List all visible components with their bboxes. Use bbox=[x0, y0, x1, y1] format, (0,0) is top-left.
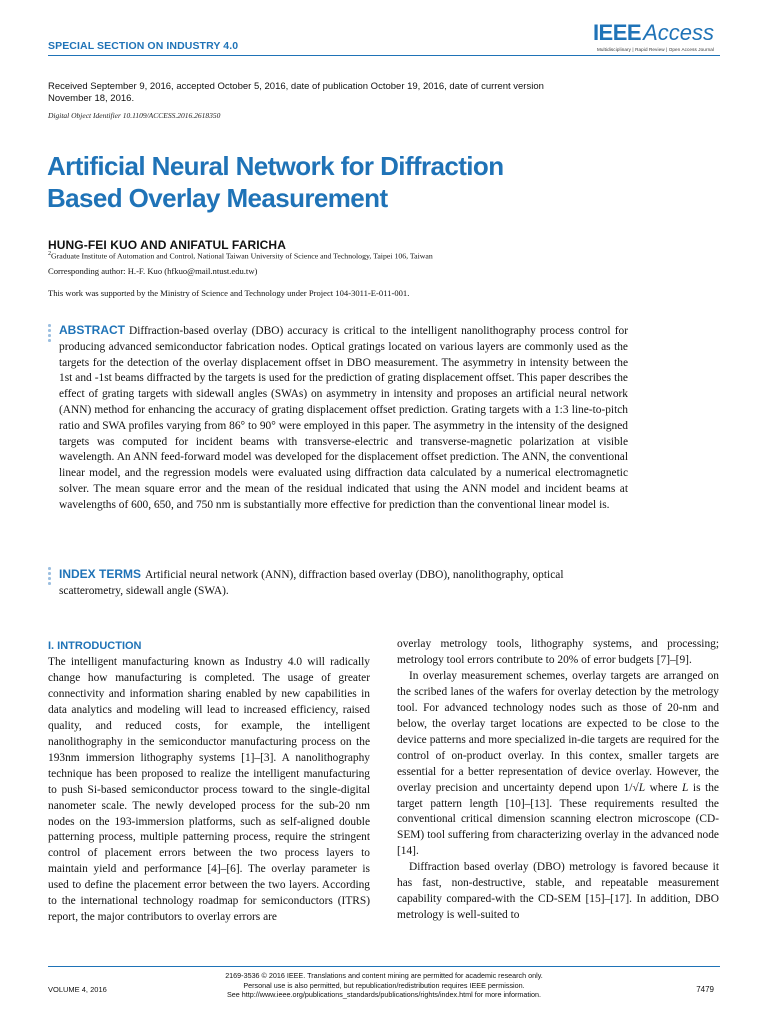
title-line-2: Based Overlay Measurement bbox=[47, 183, 388, 213]
variable-L-2: L bbox=[682, 781, 689, 794]
logo-ieee-text: IEEE bbox=[592, 20, 642, 45]
paper-title bbox=[47, 150, 607, 214]
logo-tagline: Multidisciplinary | Rapid Review | Open Access Journal bbox=[596, 47, 714, 52]
abstract bbox=[59, 323, 628, 514]
footer-volume: VOLUME 4, 2016 bbox=[48, 985, 107, 994]
affiliation bbox=[48, 251, 433, 261]
logo-access-text: Access bbox=[643, 20, 714, 45]
body-column-left bbox=[48, 637, 370, 926]
intro-paragraph-2-part-a: In overlay measurement schemes, overlay targets are arranged on the scribed lanes of the wafers for overlay detection by the metrology tool. For advanced technology nodes such as those of 20-nm and below, the overlay target locations are expected to be close to the device patterns and more specialized in-die targets are required for the control of on-product overlay. In this contex, smaller targets are essential for a better representation of device overlay. However, the overlay precision and uncertainty depend upon 1/√ bbox=[397, 669, 719, 794]
author-names: HUNG-FEI KUO AND ANIFATUL FARICHA bbox=[48, 238, 286, 252]
page-number: 7479 bbox=[696, 985, 714, 994]
ieee-access-logo bbox=[593, 22, 714, 52]
abstract-dots-icon bbox=[48, 324, 51, 344]
footer-divider bbox=[48, 966, 720, 967]
footer-copyright bbox=[150, 971, 618, 1000]
index-terms-heading: INDEX TERMS bbox=[59, 567, 142, 581]
index-terms-text: Artificial neural network (ANN), diffraction based overlay (DBO), nanolithography, optical scatterometry, sidewall angle (SWA). bbox=[59, 569, 564, 597]
intro-paragraph-2 bbox=[397, 669, 719, 860]
intro-paragraph-1-continued: overlay metrology tools, lithography systems, and processing; metrology tool errors contribute to 20% of error budgets [7]–[9]. bbox=[397, 638, 719, 666]
footer-line-1: 2169-3536 © 2016 IEEE. Translations and content mining are permitted for academic research only. bbox=[225, 971, 543, 980]
intro-paragraph-2-part-b: where bbox=[645, 781, 683, 794]
index-terms-dots-icon bbox=[48, 567, 51, 587]
intro-paragraph-3: Diffraction based overlay (DBO) metrology is favored because it has fast, non-destructive, stable, and repeatable measurement capability compared-with the CD-SEM [15]–[17]. In addition, DBO metrology is well-suited to bbox=[397, 861, 719, 922]
intro-paragraph-1: The intelligent manufacturing known as Industry 4.0 will radically change how manufacturing is completed. The usage of greater connectivity and information sharing enabled by new capabilities in data analytics and modeling will lead to increased efficiency, raised quality, and reduced costs, for example, the intelligent nanolithography in the semiconductor manufacturing process on the 193nm immersion lithography systems [1]–[3]. A nanolithography technique has been proposed to realize the intelligent manufacturing to push Si-based semiconductor process toward to the single-digital nanometer scale. The newly developed process for the sub-20 nm nodes on the 193-immersion platforms, such as self-aligned double patterning process, multiple patterning process, require the stringent control of placement errors between the two process layers to maintain yield and performance [4]–[6]. The overlay parameter is used to define the placement error between the two layers. According to the international technology roadmap for semiconductors (ITRS) report, the major contributors to overlay errors are bbox=[48, 656, 370, 924]
footer-rights-link[interactable]: See http://www.ieee.org/publications_standards/publications/rights/index.html for more information. bbox=[226, 990, 542, 999]
affiliation-text: Graduate Institute of Automation and Control, National Taiwan University of Science and Technology, Taipei 106, Taiwan bbox=[51, 251, 433, 261]
section-label: SPECIAL SECTION ON INDUSTRY 4.0 bbox=[48, 40, 239, 52]
section-heading-introduction: I. INTRODUCTION bbox=[48, 640, 142, 652]
affiliation-marker: 2 bbox=[48, 251, 51, 257]
doi: Digital Object Identifier 10.1109/ACCESS.2016.2618350 bbox=[48, 111, 221, 120]
header-divider bbox=[48, 55, 720, 56]
funding-note: This work was supported by the Ministry of Science and Technology under Project 104-3011-E-011-001. bbox=[48, 288, 410, 298]
footer-line-2: Personal use is also permitted, but republication/redistribution requires IEEE permission. bbox=[243, 980, 525, 990]
title-line-1: Artificial Neural Network for Diffraction bbox=[47, 151, 504, 181]
intro-paragraph-2-part-c: is the target pattern length [10]–[13]. These requirements resulted the conventional critical dimension scanning electron microscope (CD-SEM) tool suffering from characterizing overlay in the advanced node [14]. bbox=[397, 781, 719, 858]
variable-L: L bbox=[638, 781, 646, 794]
abstract-text: Diffraction-based overlay (DBO) accuracy is critical to the intelligent nanolithography process control for producing advanced semiconductor fabrication nodes. Optical gratings located on various layers are commonly used as the targets for the detection of the overlay displacement offset in DBO measurement. The asymmetry in intensity between the 1st and -1st beams diffracted by the targets is used for the prediction of grating displacement offset. This paper describes the effect of grating targets with sidewall angles (SWAs) on asymmetry in intensity and proposes an artificial neural network (ANN) method for enhancing the accuracy of grating displacement offset prediction. Grating targets with a 1:3 line-to-pitch ratio and SWA profiles varying from 86° to 90° were employed in this paper. The asymmetry in the intensity of the designed targets was computed for incident beams with transverse-electric and transverse-magnetic polarization at visible wavelength. An ANN feed-forward model was developed for the displacement offset prediction. The ANN, the conventional linear model, and the regression models were evaluated using diffraction data calculated by a numerical electromagnetic solver. The mean square error and the mean of the residual indicated that using the ANN model and incident beams at wavelengths of 600, 650, and 750 nm is substantially more effective for prediction than the conventional linear model is. bbox=[59, 325, 628, 511]
body-column-right bbox=[397, 637, 719, 924]
corresponding-author: Corresponding author: H.-F. Kuo (hfkuo@mail.ntust.edu.tw) bbox=[48, 266, 258, 276]
received-dates: Received September 9, 2016, accepted October 5, 2016, date of publication October 19, 2016, date of current version November 18, 2016. bbox=[48, 81, 544, 104]
abstract-heading: ABSTRACT bbox=[59, 323, 125, 337]
index-terms bbox=[59, 567, 628, 600]
